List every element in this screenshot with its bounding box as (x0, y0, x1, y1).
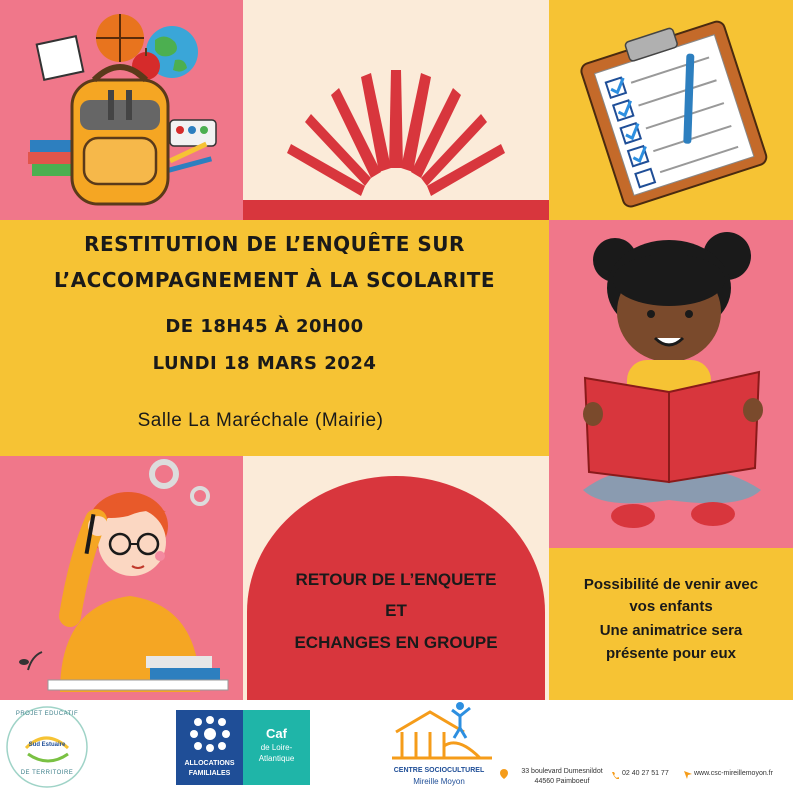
note-line-3: Une animatrice sera (599, 622, 743, 639)
arch-line-3: ECHANGES EN GROUPE (294, 633, 498, 652)
csc-address-line-2: 44560 Paimboeuf (534, 778, 590, 785)
phone-icon (611, 771, 619, 779)
pet-center-name: Sud Estuaire (28, 742, 66, 748)
event-venue: Salle La Maréchale (Mairie) (137, 410, 384, 431)
caf-right-line-3: Atlantique (258, 754, 295, 763)
caf-right-block (243, 710, 310, 785)
caf-logo (176, 710, 310, 785)
backpack-illustration-panel (0, 0, 243, 220)
thinking-boy-icon (0, 456, 243, 700)
event-date: LUNDI 18 MARS 2024 (152, 353, 377, 374)
clipboard-icon (549, 0, 793, 220)
school-supplies-icon (0, 0, 243, 220)
note-line-1: Possibilité de venir avec (583, 576, 759, 593)
reading-girl-panel (549, 220, 793, 548)
children-note-panel (549, 548, 793, 700)
thinking-boy-panel (0, 456, 243, 700)
csc-building-icon (388, 700, 498, 764)
sunrise-graphic-panel (243, 0, 549, 220)
csc-address-line-1: 33 boulevard Dumesnildot (521, 768, 603, 775)
caf-left-line-2: FAMILIALES (188, 770, 231, 777)
csc-contact (500, 764, 793, 794)
caf-left-line-1: ALLOCATIONS (184, 760, 235, 767)
csc-phone: 02 40 27 51 77 (622, 770, 669, 777)
csc-name-line-1: CENTRE SOCIOCULTUREL (393, 767, 485, 774)
pet-logo (2, 702, 92, 792)
pet-arc-bottom: DE TERRITOIRE (20, 770, 74, 776)
note-line-4: présente pour eux (605, 645, 737, 662)
title-line-2: L’ACCOMPAGNEMENT À LA SCOLARITE (53, 268, 496, 292)
caf-right-line-2: de Loire- (260, 743, 293, 752)
partner-logos-footer (0, 700, 793, 795)
pet-arc-top: PROJET EDUCATIF (15, 711, 79, 717)
cursor-icon (684, 771, 692, 779)
arch-line-1: RETOUR DE L’ENQUETE (295, 570, 497, 589)
location-pin-icon (500, 769, 508, 779)
caf-left-block (176, 710, 243, 785)
event-title-panel (0, 220, 549, 456)
note-line-2: vos enfants (629, 598, 713, 615)
arch-message-panel (243, 456, 549, 700)
sun-rays-icon (243, 0, 549, 220)
reading-girl-icon (549, 220, 793, 548)
csc-logo (388, 700, 498, 795)
title-line-1: RESTITUTION DE L’ENQUÊTE SUR (84, 232, 465, 256)
caf-people-icon (176, 710, 243, 758)
arch-line-2: ET (385, 601, 407, 620)
csc-name-line-2: Mireille Moyon (413, 777, 465, 786)
caf-right-line-1: Caf (266, 726, 287, 741)
csc-website: www.csc-mireillemoyon.fr (694, 770, 773, 777)
clipboard-checklist-panel (549, 0, 793, 220)
event-time: DE 18H45 À 20H00 (165, 316, 364, 337)
